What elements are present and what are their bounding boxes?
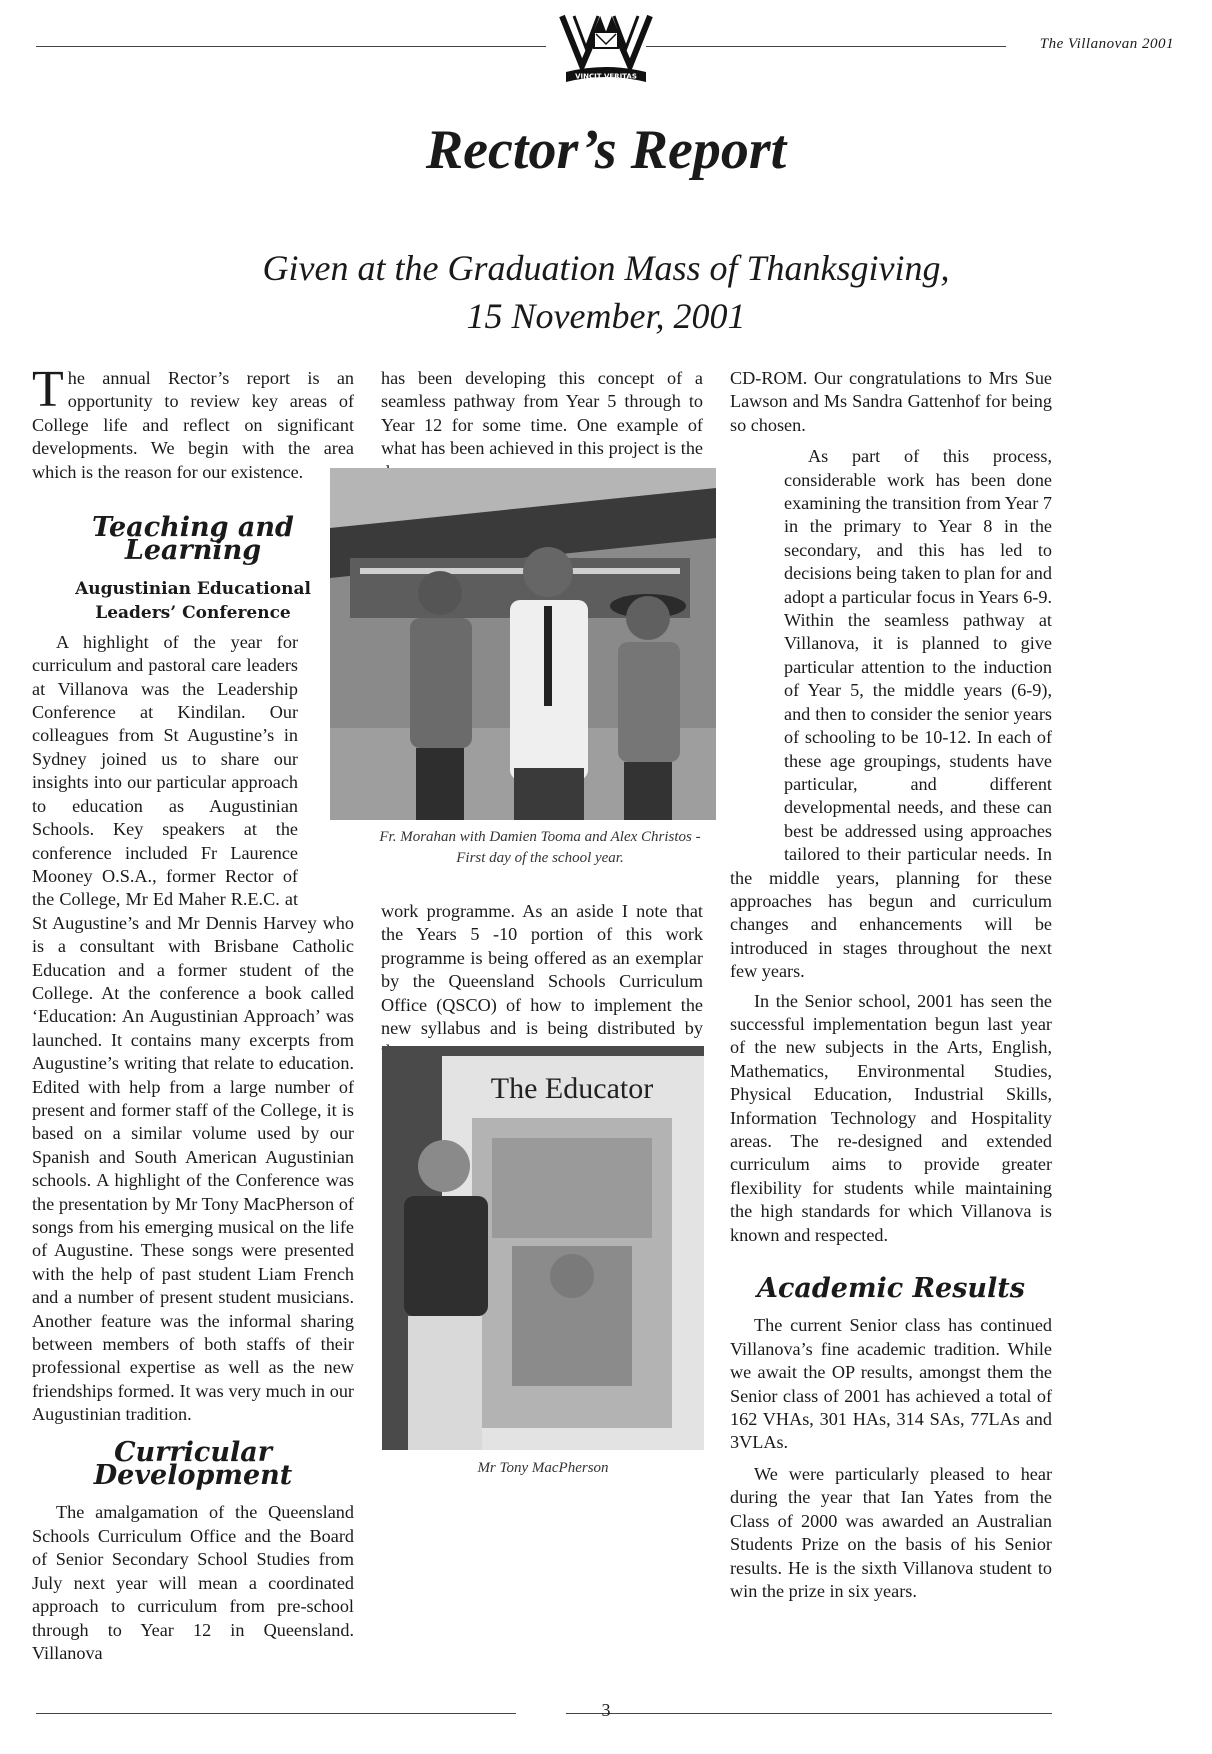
poster-title: The Educator (490, 1072, 654, 1105)
subtitle-line-1: Given at the Graduation Mass of Thanksgiving, (262, 248, 950, 288)
column-2-middle (381, 900, 703, 1064)
column-3 (730, 367, 1052, 1603)
subtitle (0, 244, 1212, 340)
subtitle-line-2: 15 November, 2001 (466, 296, 746, 336)
col2-middle-paragraph: work programme. As an aside I note that the Years 5 -10 portion of this work programme is being offered as an exemplar by the Queensland Schools Curriculum Office (QSCO) of how to implement the new syllabus and is being distributed by (381, 901, 703, 1039)
col3-paragraph-1: CD-ROM. Our congratulations to Mrs Sue Lawson and Ms Sandra Gattenhof for being so chosen. (730, 368, 1052, 435)
subheading-conference: Augustinian Educational Leaders’ Conference (75, 578, 311, 623)
heading-curricular-development: Curricular Development (93, 1436, 293, 1492)
college-crest-logo (556, 10, 656, 86)
col3-paragraph-5: We were particularly pleased to hear during the year that Ian Yates from the Class of 2000 was awarded an Australian Students Prize on the basis of his Senior results. He is the sixth Villanova student to win the prize in six years. (730, 1463, 1052, 1601)
photo-rector-with-students (330, 468, 716, 820)
heading-teaching-and-learning: Teaching and Learning (92, 512, 294, 567)
col3-paragraph-2: As part of this process, considerable work has been done examining the transition from Year 7 in the primary to Year 8 in the secondary, and this has led to decisions being taken to plan for and adopt a particular focus in Years 6-9. Within the seamless pathway at Villanova, it is planned to give particular attention to the induction of Year 5, the middle years (6-9), and then to consider the senior years of schooling to be 10-12. In each of these age groupings, students have particular, and different developmental needs, and these can best be addressed using approaches tailored to their particular needs. In the middle years, planning for these approaches has begun and curriculum changes and enhancements will be introduced in stages throughout the next few years. (730, 446, 1052, 982)
photo-tony-macpherson (382, 1046, 704, 1450)
page-number: 3 (601, 1700, 611, 1720)
conference-paragraph: A highlight of the year for curriculum and pastoral care leaders at Villanova was the Leadership Conference at Kindilan. Our colleagues from St Augustine’s in Sydney joined us to share our insights into our particular approach to education as Augustinian Schools. Key speakers at the conference included Fr Laurence Mooney O.S.A., former Rector of the College, Mr Ed Maher R.E.C. at St Augustine’s and Mr Dennis Harvey who is a consultant with Brisbane Catholic Education and a former student of the College. At the conference a book called ‘Education: An Augustinian Approach’ was launched. It contains many excerpts from Augustine’s writing that relate to education. Edited with help from a large number of present and former staff of the College, it is based on a similar volume used by our Spanish and South American Augustinian schools. A highlight of the Conference was the presentation by Mr Tony MacPherson of songs from his emerging musical on the life of Augustine. These songs were presented with the help of past student Liam French and a number of present student musicians. Another feature was the informal sharing between members of both staffs of their professional expertise as well as the new friendships formed. It was very much in our Augustinian tradition. (32, 631, 354, 1425)
drop-cap: T (32, 361, 64, 418)
logo-motto: VINCIT VERITAS (575, 72, 637, 81)
column-2-top (381, 367, 703, 484)
heading-academic-results: Academic Results (757, 1273, 1025, 1305)
header-rule-right (646, 46, 1006, 47)
column-1 (32, 361, 354, 1665)
curricular-paragraph: The amalgamation of the Queensland Schools Curriculum Office and the Board of Senior Secondary School Studies from July next year will mean a coordinated approach to curriculum from pre-school through to Year 12 in Queensland. Villanova (32, 1502, 354, 1663)
col3-paragraph-3: In the Senior school, 2001 has seen the successful implementation begun last year of the new subjects in the Arts, English, Mathematics, Environmental Studies, Physical Education, Industrial Skills, Information Technology and Hospitality areas. The re-designed and extended curriculum aims to provide greater flexibility for students while maintaining the high standards for which Villanova is known and respected. (730, 990, 1052, 1245)
photo1-caption (355, 827, 725, 869)
col3-wrap-spacer (730, 445, 784, 850)
intro-text: he annual Rector’s report is an opportunity to review key areas of College life and reflect on significant developments. We begin with the area which is the reason for our existence. (32, 368, 354, 482)
page-title: Rector’s Report (425, 119, 787, 181)
publication-title: The Villanovan 2001 (1039, 36, 1174, 52)
header-rule-left (36, 46, 546, 47)
col3-paragraph-4: The current Senior class has continued Villanova’s fine academic tradition. While we await the OP results, amongst them the Senior class of 2001 has achieved a total of 162 VHAs, 301 HAs, 314 SAs, 77LAs and 3VLAs. (730, 1315, 1052, 1453)
intro-paragraph (32, 361, 354, 484)
col2-top-paragraph: has been developing this concept of a seamless pathway from Year 5 through to Year 12 for some time. One example of what has been achieved in this project is the (381, 368, 703, 459)
photo1-caption-line-1: Fr. Morahan with Damien Tooma and Alex Christos - (379, 829, 701, 845)
photo2-caption: Mr Tony MacPherson (477, 1460, 609, 1476)
photo1-caption-line-2: First day of the school year. (456, 850, 624, 866)
